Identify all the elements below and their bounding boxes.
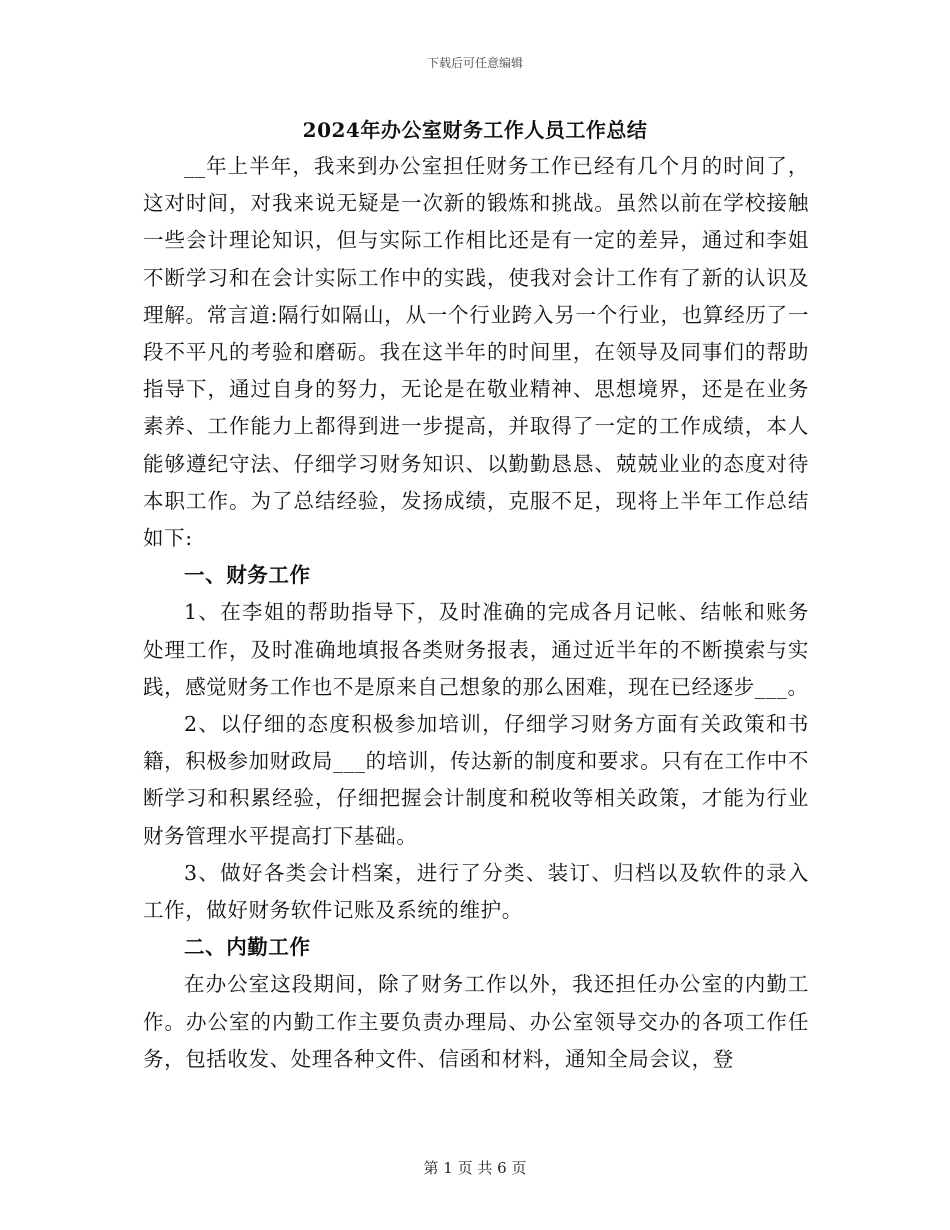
finance-item-2: 2、以仔细的态度积极参加培训，仔细学习财务方面有关政策和书籍，积极参加财政局___的培训，传达新的制度和要求。只有在工作中不断学习和积累经验，仔细把握会计制度和税收等相关政策，才能为行业财务管理水平提高打下基础。	[143, 712, 809, 848]
section-heading-finance: 一、财务工作	[184, 563, 311, 588]
document-body	[143, 148, 809, 1078]
document-title: 2024年办公室财务工作人员工作总结	[302, 118, 648, 142]
finance-item-3: 3、做好各类会计档案，进行了分类、装订、归档以及软件的录入工作，做好财务软件记账及系统的维护。	[143, 860, 809, 923]
office-paragraph-1: 在办公室这段期间，除了财务工作以外，我还担任办公室的内勤工作。办公室的内勤工作主要负责办理局、办公室领导交办的各项工作任务，包括收发、处理各种文件、信函和材料，通知全局会议，登	[143, 972, 809, 1071]
intro-paragraph: __年上半年，我来到办公室担任财务工作已经有几个月的时间了，这对时间，对我来说无疑是一次新的锻炼和挑战。虽然以前在学校接触一些会计理论知识，但与实际工作相比还是有一定的差异，通过和李姐不断学习和在会计实际工作中的实践，使我对会计工作有了新的认识及理解。常言道:隔行如隔山，从一个行业跨入另一个行业，也算经历了一段不平凡的考验和磨砺。我在这半年的时间里，在领导及同事们的帮助指导下，通过自身的努力，无论是在敬业精神、思想境界，还是在业务素养、工作能力上都得到进一步提高，并取得了一定的工作成绩，本人能够遵纪守法、仔细学习财务知识、以勤勤恳恳、兢兢业业的态度对待本职工作。为了总结经验，发扬成绩，克服不足，现将上半年工作总结如下:	[143, 154, 809, 551]
page-header-note: 下载后可任意编辑	[426, 56, 523, 70]
page-number: 第 1 页 共 6 页	[423, 1159, 527, 1177]
section-heading-office: 二、内勤工作	[184, 935, 311, 960]
finance-item-1: 1、在李姐的帮助指导下，及时准确的完成各月记帐、结帐和账务处理工作，及时准确地填报各类财务报表，通过近半年的不断摸索与实践，感觉财务工作也不是原来自己想象的那么困难，现在已经逐步___。	[143, 600, 809, 699]
